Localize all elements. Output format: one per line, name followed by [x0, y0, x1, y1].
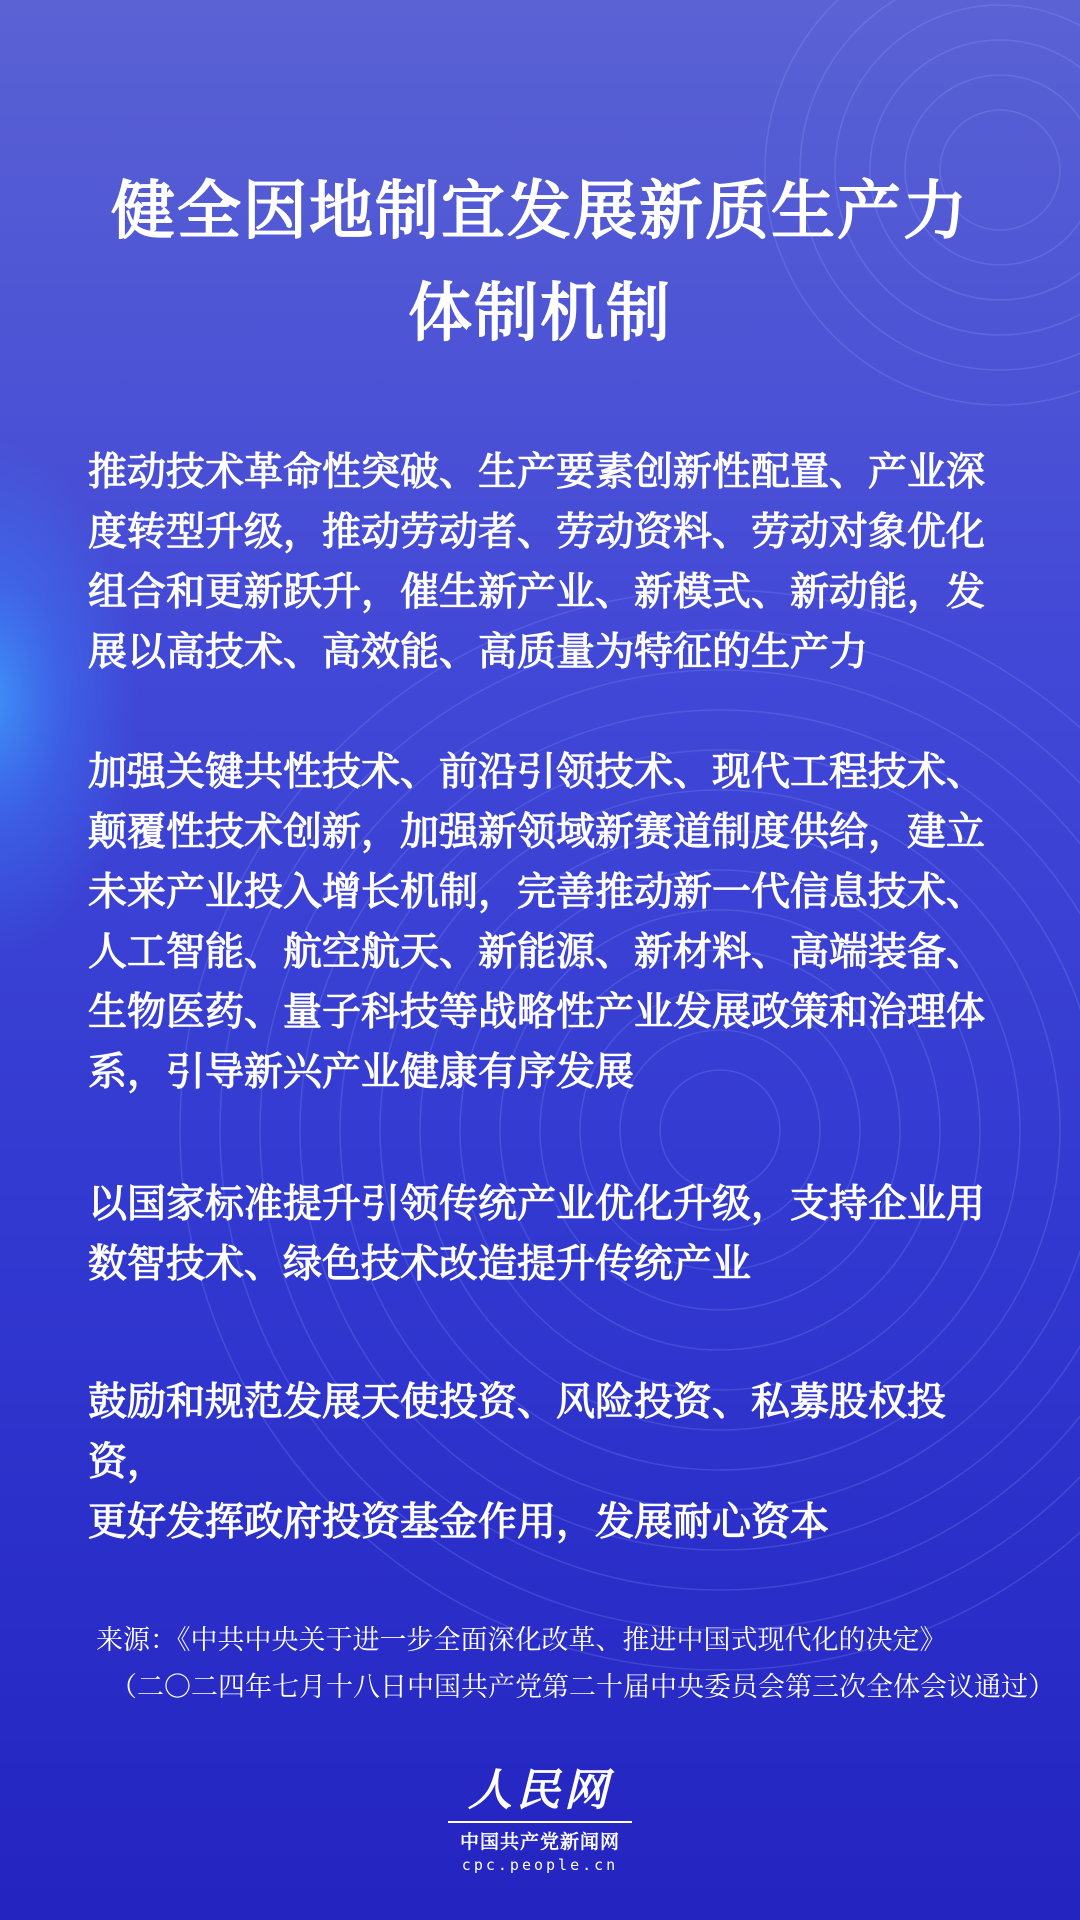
paragraph-line: 度转型升级，推动劳动者、劳动资料、劳动对象优化 — [88, 510, 986, 555]
logo-site-name: 中国共产党新闻网 — [459, 1831, 620, 1853]
paragraph-line: 未来产业投入增长机制，完善推动新一代信息技术、 — [88, 870, 986, 915]
paragraph-3 — [88, 1175, 1018, 1295]
paragraph-1 — [88, 443, 1018, 683]
title-line-1: 健全因地制宜发展新质生产力 — [111, 175, 969, 249]
paragraph-line: 更好发挥政府投资基金作用，发展耐心资本 — [88, 1500, 830, 1545]
logo-divider — [448, 1821, 632, 1823]
paragraph-line: 组合和更新跃升，催生新产业、新模式、新动能，发 — [88, 570, 986, 615]
paragraph-line: 推动技术革命性突破、生产要素创新性配置、产业深 — [88, 450, 986, 495]
paragraph-line: 生物医药、量子科技等战略性产业发展政策和治理体 — [88, 990, 986, 1035]
paragraph-line: 加强关键共性技术、前沿引领技术、现代工程技术、 — [88, 750, 986, 795]
paragraph-line: 鼓励和规范发展天使投资、风险投资、私募股权投资， — [88, 1380, 947, 1485]
title-line-2: 体制机制 — [408, 277, 672, 351]
logo-mark: 人民网 — [468, 1765, 612, 1816]
paragraph-line: 展以高技术、高效能、高质量为特征的生产力 — [88, 630, 869, 675]
paragraph-line: 人工智能、航空航天、新能源、新材料、高端装备、 — [88, 930, 986, 975]
source-note: （二〇二四年七月十八日中国共产党第二十届中央委员会第三次全体会议通过） — [110, 1672, 1055, 1703]
source-citation: 来源：《中共中央关于进一步全面深化改革、推进中国式现代化的决定》 — [96, 1625, 947, 1656]
paragraph-line: 系，引导新兴产业健康有序发展 — [88, 1050, 635, 1095]
logo-url: cpc.people.cn — [461, 1856, 619, 1874]
paragraph-line: 颠覆性技术创新，加强新领域新赛道制度供给，建立 — [88, 810, 986, 855]
paragraph-2 — [88, 743, 1018, 1103]
paragraph-line: 数智技术、绿色技术改造提升传统产业 — [88, 1242, 752, 1287]
paragraph-4 — [88, 1373, 1018, 1553]
people-daily-logo — [440, 1765, 640, 1875]
paragraph-line: 以国家标准提升引领传统产业优化升级，支持企业用 — [88, 1182, 986, 1227]
